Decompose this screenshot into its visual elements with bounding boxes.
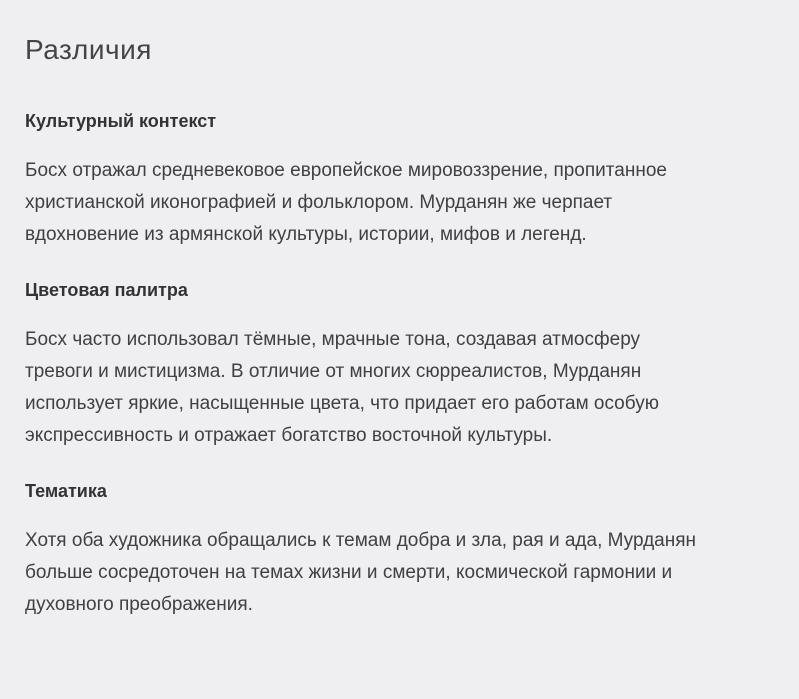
paragraph-line: Босх отражал средневековое европейское мировоззрение, пропитанное <box>25 160 667 181</box>
section-color-palette <box>25 277 771 452</box>
paragraph-line: Босх часто использовал тёмные, мрачные тона, создавая атмосферу <box>25 329 641 350</box>
section-cultural-context <box>25 108 771 251</box>
paragraph-line: христианской иконографией и фольклором. Мурданян же черпает <box>25 192 613 213</box>
section-heading: Тематика <box>25 481 107 501</box>
section-heading: Цветовая палитра <box>25 280 188 300</box>
paragraph-line: экспрессивность и отражает богатство восточной культуры. <box>25 425 553 446</box>
paragraph-line: Хотя оба художника обращались к темам добра и зла, рая и ада, Мурданян <box>25 530 697 551</box>
section-themes <box>25 478 771 621</box>
paragraph-line: больше сосредоточен на темах жизни и смерти, космической гармонии и <box>25 562 673 583</box>
section-paragraph <box>25 155 771 251</box>
paragraph-line: вдохновение из армянской культуры, истории, мифов и легенд. <box>25 224 587 245</box>
paragraph-line: использует яркие, насыщенные цвета, что придает его работам особую <box>25 393 659 414</box>
section-paragraph <box>25 525 771 621</box>
page-title: Различия <box>25 34 152 65</box>
paragraph-line: тревоги и мистицизма. В отличие от многих сюрреалистов, Мурданян <box>25 361 642 382</box>
section-paragraph <box>25 324 771 452</box>
section-heading: Культурный контекст <box>25 111 217 131</box>
paragraph-line: духовного преображения. <box>25 594 253 615</box>
